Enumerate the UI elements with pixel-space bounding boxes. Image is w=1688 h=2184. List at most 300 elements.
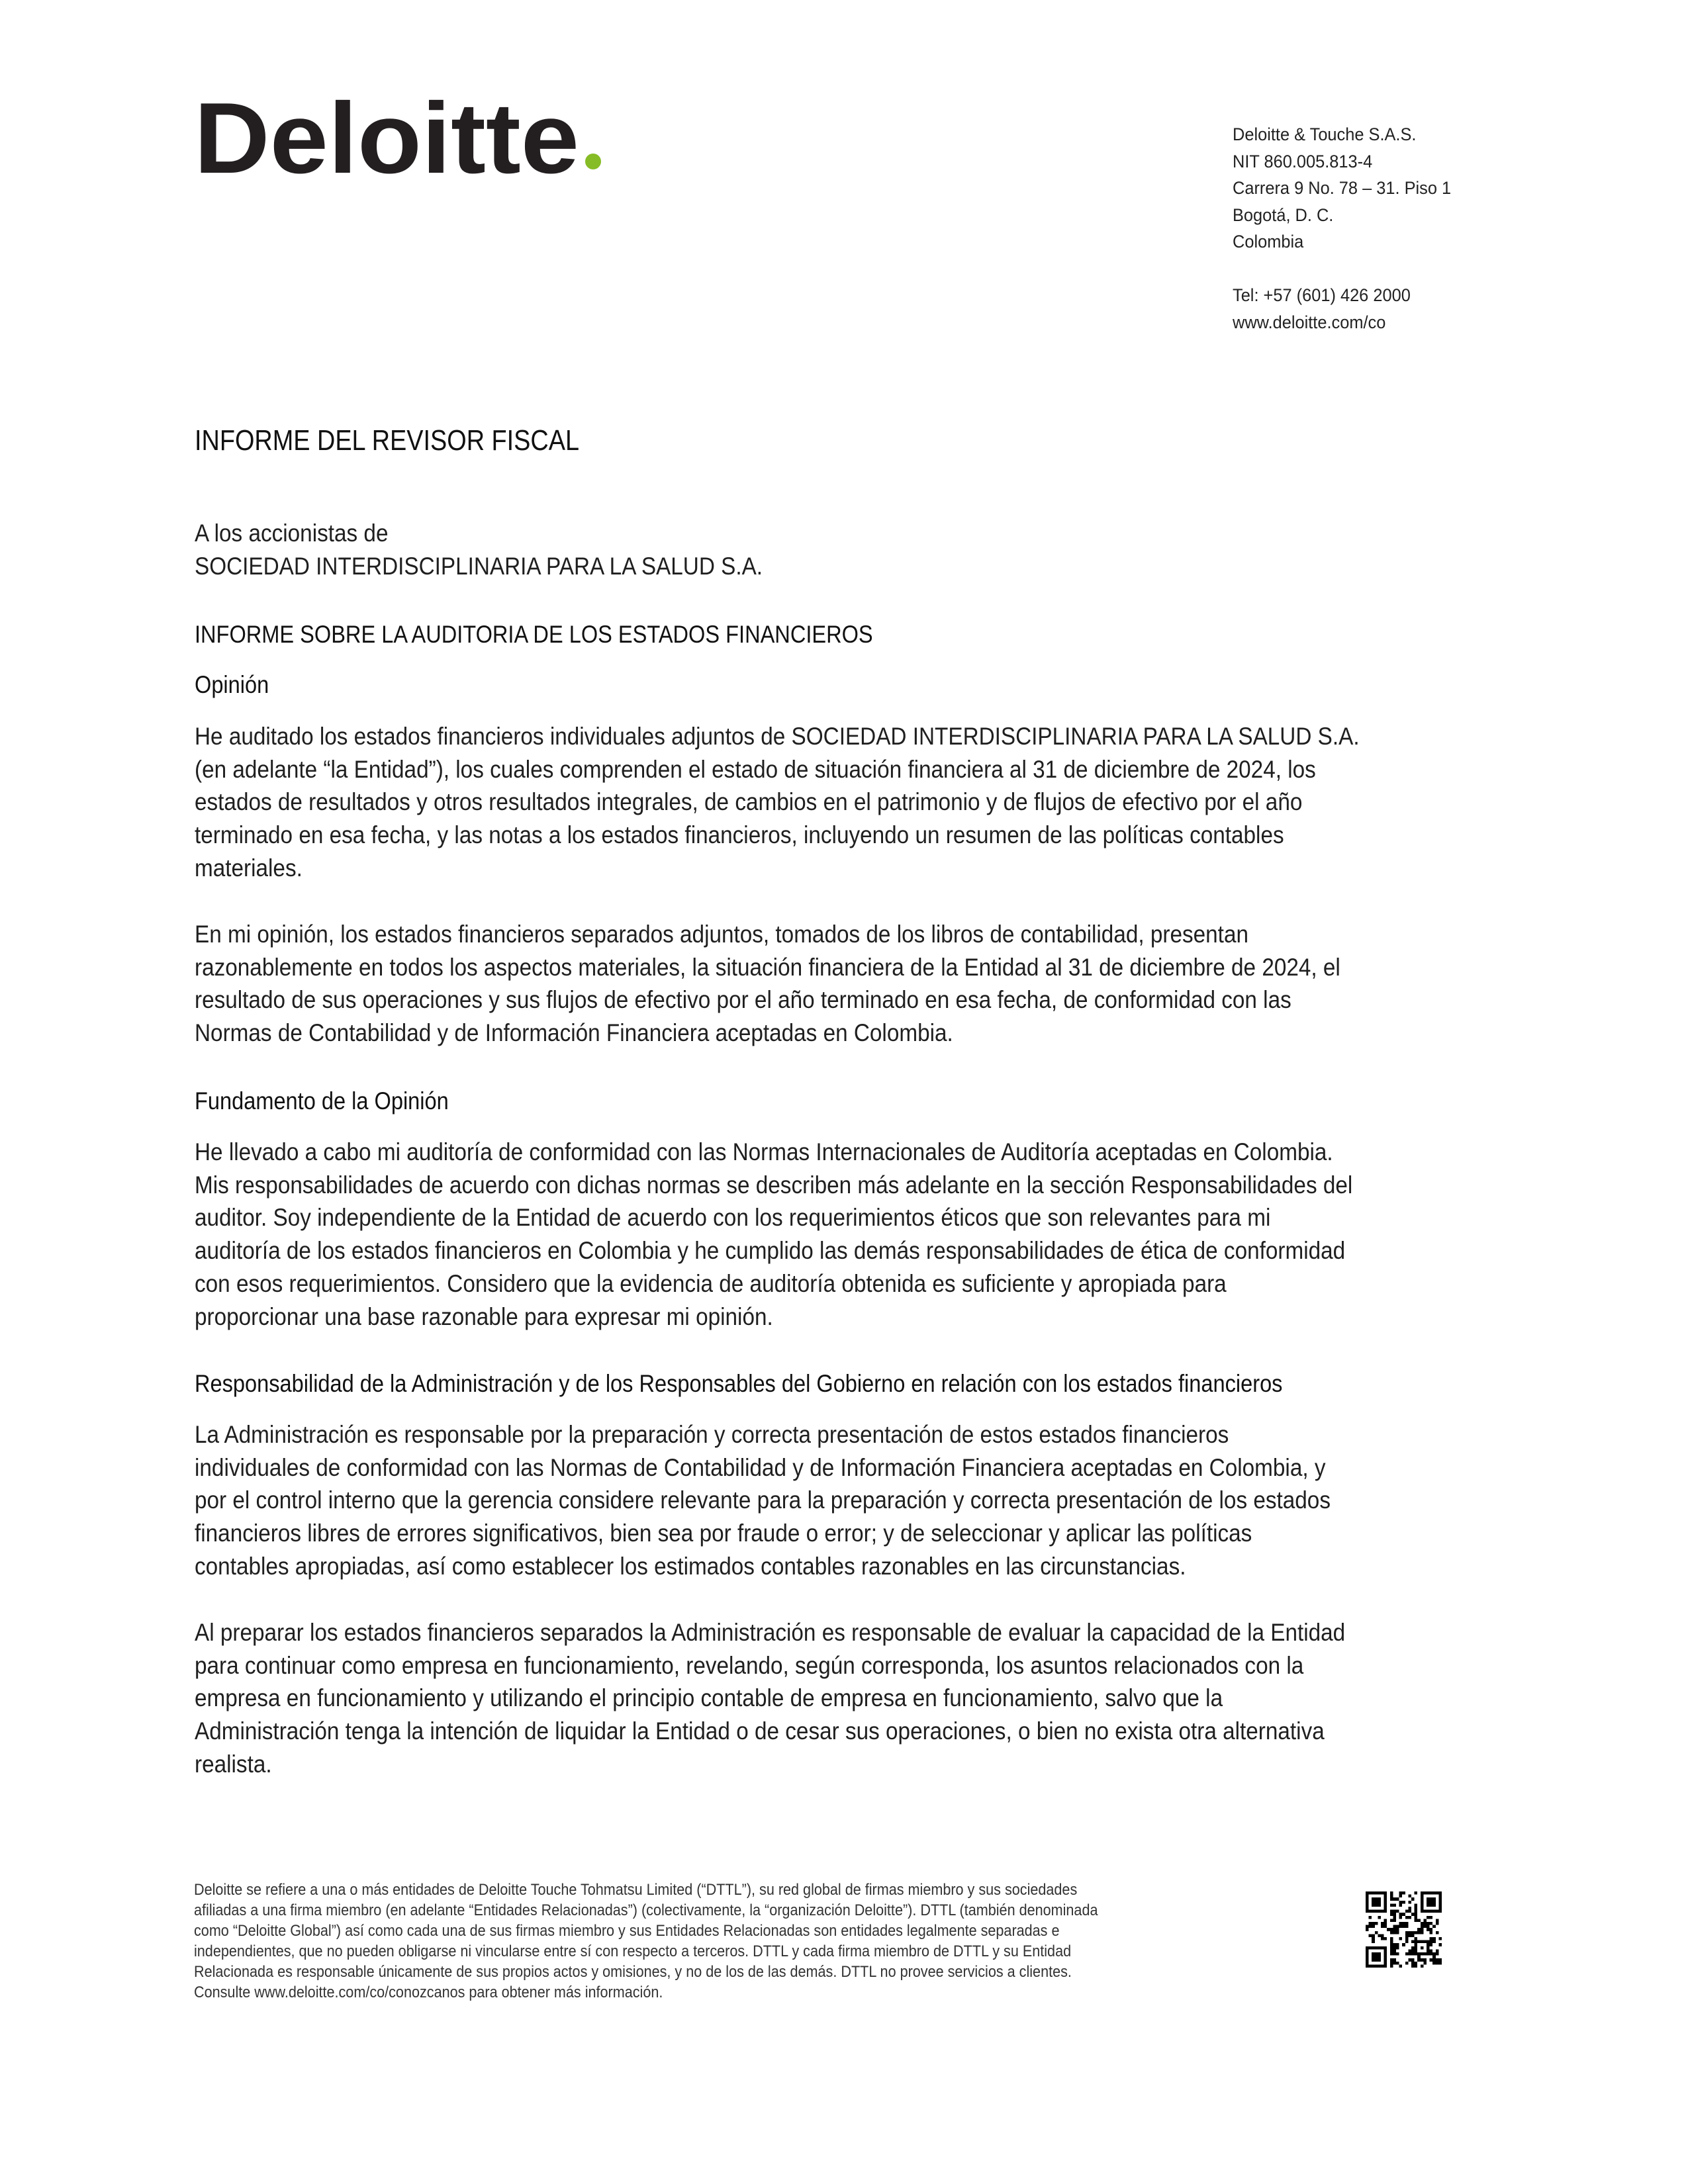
qr-module <box>1438 1903 1442 1907</box>
qr-module <box>1411 1949 1415 1952</box>
qr-module <box>1372 1956 1375 1959</box>
paragraph-line: individuales de conformidad con las Normas de Contabilidad y de Información Financiera aceptadas en Colombia, y <box>195 1453 1326 1481</box>
qr-module <box>1432 1891 1436 1895</box>
qr-module <box>1421 1958 1424 1962</box>
qr-module <box>1417 1956 1421 1959</box>
paragraph-line: estados de resultados y otros resultados integrales, de cambios en el patrimonio y de flujos de efectivo por el año <box>195 788 1303 816</box>
qr-module <box>1393 1897 1396 1901</box>
address-line: Bogotá, D. C. <box>1233 205 1334 225</box>
qr-module <box>1402 1891 1405 1895</box>
qr-module <box>1378 1910 1381 1913</box>
qr-module <box>1438 1907 1442 1910</box>
subheading-management-responsibility: Responsabilidad de la Administración y de los Responsables del Gobierno en relación con los estados financieros <box>195 1370 1283 1397</box>
qr-module <box>1396 1946 1399 1950</box>
paragraph-line: Mis responsabilidades de acuerdo con dichas normas se describen más adelante en la sección Responsabilidades del <box>195 1171 1353 1199</box>
qr-module <box>1411 1952 1415 1956</box>
qr-module <box>1384 1897 1387 1901</box>
qr-module <box>1427 1922 1430 1925</box>
qr-module <box>1415 1937 1418 1940</box>
paragraph-line: auditor. Soy independiente de la Entidad de acuerdo con los requerimientos éticos que son relevantes para mi <box>195 1204 1271 1232</box>
qr-module <box>1405 1910 1409 1913</box>
qr-module <box>1430 1891 1433 1895</box>
paragraph-line: proporcionar una base razonable para expresar mi opinión. <box>195 1302 773 1330</box>
qr-module <box>1378 1956 1381 1959</box>
qr-module <box>1369 1934 1372 1937</box>
qr-module <box>1436 1919 1439 1922</box>
qr-module <box>1411 1897 1415 1901</box>
qr-module <box>1436 1949 1439 1952</box>
qr-module <box>1436 1958 1439 1962</box>
qr-module <box>1390 1931 1393 1934</box>
qr-module <box>1421 1940 1424 1944</box>
paragraph-line: auditoría de los estados financieros en Colombia y he cumplido las demás responsabilidades de ética de conformidad <box>195 1237 1346 1265</box>
qr-module <box>1399 1895 1403 1898</box>
qr-module <box>1427 1952 1430 1956</box>
qr-module <box>1432 1958 1436 1962</box>
qr-module <box>1411 1958 1415 1962</box>
logo-wordmark: Deloitte <box>194 97 579 179</box>
qr-module <box>1378 1903 1381 1907</box>
qr-module <box>1375 1946 1378 1950</box>
paragraph <box>195 1418 1457 1583</box>
disclaimer-line: como “Deloitte Global”) así como cada una de sus firmas miembro y sus Entidades Relacionadas son entidades legalmente separadas e <box>194 1922 1060 1940</box>
qr-module <box>1399 1922 1403 1925</box>
qr-module <box>1399 1916 1403 1919</box>
qr-module <box>1375 1922 1378 1925</box>
phone-number: Tel: +57 (601) 426 2000 <box>1233 285 1411 305</box>
qr-module <box>1405 1931 1409 1934</box>
qr-module <box>1411 1940 1415 1944</box>
qr-module <box>1415 1907 1418 1910</box>
qr-module <box>1411 1964 1415 1968</box>
paragraph-line: materiales. <box>195 854 303 882</box>
qr-module <box>1393 1962 1396 1965</box>
qr-module <box>1430 1901 1433 1904</box>
qr-module <box>1372 1922 1375 1925</box>
qr-module <box>1423 1962 1427 1965</box>
qr-module <box>1378 1958 1381 1962</box>
qr-module <box>1390 1962 1393 1965</box>
qr-module <box>1427 1946 1430 1950</box>
qr-module <box>1390 1891 1393 1895</box>
qr-module <box>1438 1937 1442 1940</box>
qr-module <box>1384 1910 1387 1913</box>
qr-module <box>1384 1895 1387 1898</box>
qr-module <box>1415 1891 1418 1895</box>
qr-module <box>1375 1891 1378 1895</box>
qr-module <box>1415 1910 1418 1913</box>
qr-module <box>1411 1913 1415 1916</box>
disclaimer-line[interactable]: Consulte www.deloitte.com/co/conozcanos para obtener más información. <box>194 1983 663 2001</box>
qr-module <box>1366 1901 1369 1904</box>
qr-module <box>1402 1913 1405 1916</box>
qr-module <box>1381 1934 1384 1937</box>
qr-module <box>1393 1925 1396 1929</box>
paragraph-line: He llevado a cabo mi auditoría de conformidad con las Normas Internacionales de Auditoría aceptadas en Colombia. <box>195 1138 1333 1165</box>
qr-module <box>1366 1956 1369 1959</box>
office-address <box>1233 121 1465 336</box>
qr-module <box>1372 1937 1375 1940</box>
qr-module <box>1390 1895 1393 1898</box>
qr-module <box>1375 1897 1378 1901</box>
paragraph-line: He auditado los estados financieros individuales adjuntos de SOCIEDAD INTERDISCIPLINARIA PARA LA SALUD S.A. <box>195 723 1360 750</box>
qr-module <box>1415 1903 1418 1907</box>
qr-module <box>1369 1964 1372 1968</box>
qr-module <box>1411 1962 1415 1965</box>
qr-module <box>1381 1925 1384 1929</box>
qr-module <box>1408 1952 1411 1956</box>
qr-module <box>1415 1916 1418 1919</box>
qr-module <box>1390 1919 1393 1922</box>
qr-module <box>1411 1946 1415 1950</box>
address-line: NIT 860.005.813-4 <box>1233 151 1373 171</box>
qr-module <box>1366 1907 1369 1910</box>
page-title: INFORME DEL REVISOR FISCAL <box>195 424 580 457</box>
qr-module <box>1415 1943 1418 1946</box>
qr-module <box>1432 1925 1436 1929</box>
qr-module <box>1417 1958 1421 1962</box>
qr-module <box>1417 1928 1421 1931</box>
qr-module <box>1432 1937 1436 1940</box>
qr-module <box>1402 1925 1405 1929</box>
qr-module <box>1399 1937 1403 1940</box>
logo-green-dot <box>585 154 601 169</box>
address-line: Deloitte & Touche S.A.S. <box>1233 124 1417 144</box>
qr-module <box>1369 1916 1372 1919</box>
qr-module <box>1427 1910 1430 1913</box>
qr-module <box>1372 1901 1375 1904</box>
qr-module <box>1415 1913 1418 1916</box>
qr-module <box>1415 1940 1418 1944</box>
qr-module <box>1384 1922 1387 1925</box>
qr-module <box>1375 1931 1378 1934</box>
qr-module <box>1405 1952 1409 1956</box>
qr-module <box>1384 1919 1387 1922</box>
qr-module <box>1430 1916 1433 1919</box>
address-line: Colombia <box>1233 232 1304 251</box>
qr-module <box>1432 1952 1436 1956</box>
qr-module <box>1390 1937 1393 1940</box>
qr-module <box>1384 1891 1387 1895</box>
qr-module <box>1366 1910 1369 1913</box>
paragraph-line: terminado en esa fecha, y las notas a los estados financieros, incluyendo un resumen de las políticas contables <box>195 821 1284 849</box>
qr-module <box>1384 1949 1387 1952</box>
qr-module <box>1387 1928 1390 1931</box>
qr-module <box>1375 1910 1378 1913</box>
qr-module <box>1417 1931 1421 1934</box>
qr-module <box>1421 1895 1424 1898</box>
qr-module <box>1402 1901 1405 1904</box>
qr-module <box>1384 1952 1387 1956</box>
qr-module <box>1366 1964 1369 1968</box>
qr-module <box>1393 1943 1396 1946</box>
qr-module <box>1390 1928 1393 1931</box>
addressee <box>195 517 825 582</box>
qr-module <box>1417 1940 1421 1944</box>
qr-module <box>1421 1903 1424 1907</box>
paragraph-line: (en adelante “la Entidad”), los cuales comprenden el estado de situación financiera al 31 de diciembre de 2024, los <box>195 755 1316 783</box>
qr-module <box>1375 1901 1378 1904</box>
qr-module <box>1390 1964 1393 1968</box>
qr-module <box>1432 1940 1436 1944</box>
qr-module <box>1405 1925 1409 1929</box>
qr-module <box>1421 1952 1424 1956</box>
qr-module <box>1369 1946 1372 1950</box>
qr-module <box>1405 1916 1409 1919</box>
qr-module <box>1396 1910 1399 1913</box>
qr-module <box>1384 1956 1387 1959</box>
qr-module <box>1384 1901 1387 1904</box>
qr-module <box>1393 1903 1396 1907</box>
paragraph-line: La Administración es responsable por la preparación y correcta presentación de estos estados financieros <box>195 1421 1229 1448</box>
qr-module <box>1417 1919 1421 1922</box>
qr-module <box>1411 1934 1415 1937</box>
qr-module <box>1390 1958 1393 1962</box>
qr-module <box>1378 1916 1381 1919</box>
qr-module <box>1430 1903 1433 1907</box>
qr-module <box>1405 1940 1409 1944</box>
qr-module <box>1366 1903 1369 1907</box>
qr-module <box>1366 1897 1369 1901</box>
qr-module <box>1423 1940 1427 1944</box>
qr-module <box>1438 1897 1442 1901</box>
qr-module <box>1421 1964 1424 1968</box>
qr-module <box>1408 1907 1411 1910</box>
qr-module <box>1375 1952 1378 1956</box>
qr-module <box>1396 1897 1399 1901</box>
qr-module <box>1415 1919 1418 1922</box>
deloitte-logo-graphic <box>194 97 608 179</box>
qr-module <box>1390 1952 1393 1956</box>
qr-module <box>1408 1958 1411 1962</box>
qr-module <box>1415 1962 1418 1965</box>
qr-module <box>1421 1901 1424 1904</box>
qr-module <box>1421 1897 1424 1901</box>
qr-module <box>1427 1901 1430 1904</box>
qr-module <box>1436 1952 1439 1956</box>
qr-module <box>1438 1943 1442 1946</box>
qr-module <box>1432 1903 1436 1907</box>
addressee-line: A los accionistas de <box>195 520 389 547</box>
qr-module <box>1372 1925 1375 1929</box>
qr-module <box>1399 1925 1403 1929</box>
qr-module <box>1427 1903 1430 1907</box>
paragraph-line: Administración tenga la intención de liquidar la Entidad o de cesar sus operaciones, o bien no exista otra alternativa <box>195 1717 1325 1745</box>
paragraph-line: Normas de Contabilidad y de Información Financiera aceptadas en Colombia. <box>195 1019 953 1047</box>
qr-module <box>1408 1895 1411 1898</box>
paragraph-line: razonablemente en todos los aspectos materiales, la situación financiera de la Entidad al 31 de diciembre de 2024, el <box>195 953 1340 981</box>
qr-module <box>1372 1946 1375 1950</box>
paragraph-line: Al preparar los estados financieros separados la Administración es responsable de evaluar la capacidad de la Entidad <box>195 1619 1346 1646</box>
qr-module <box>1396 1943 1399 1946</box>
qr-module <box>1381 1937 1384 1940</box>
qr-module <box>1436 1910 1439 1913</box>
qr-module <box>1438 1891 1442 1895</box>
qr-module <box>1408 1949 1411 1952</box>
qr-module <box>1408 1916 1411 1919</box>
qr-module <box>1421 1910 1424 1913</box>
qr-module <box>1393 1952 1396 1956</box>
qr-module <box>1381 1946 1384 1950</box>
qr-module <box>1423 1919 1427 1922</box>
qr-module <box>1372 1934 1375 1937</box>
qr-module <box>1430 1897 1433 1901</box>
qr-module <box>1423 1922 1427 1925</box>
qr-module <box>1427 1897 1430 1901</box>
qr-module <box>1366 1958 1369 1962</box>
qr-module <box>1390 1940 1393 1944</box>
qr-module <box>1393 1910 1396 1913</box>
qr-module <box>1430 1943 1433 1946</box>
qr-module <box>1402 1922 1405 1925</box>
paragraph-line: para continuar como empresa en funcionamiento, revelando, según corresponda, los asuntos relacionados con la <box>195 1651 1304 1679</box>
qr-module <box>1405 1922 1409 1925</box>
qr-module <box>1396 1925 1399 1929</box>
paragraph-line: por el control interno que la gerencia considere relevante para la preparación y correcta presentación de los estados <box>195 1486 1331 1514</box>
qr-module <box>1430 1940 1433 1944</box>
qr-module <box>1369 1910 1372 1913</box>
qr-module <box>1372 1958 1375 1962</box>
qr-module <box>1366 1928 1369 1931</box>
qr-module <box>1415 1931 1418 1934</box>
qr-module <box>1378 1934 1381 1937</box>
qr-module <box>1436 1922 1439 1925</box>
qr-module <box>1438 1962 1442 1965</box>
qr-module <box>1430 1922 1433 1925</box>
qr-module <box>1390 1913 1393 1916</box>
qr-module <box>1427 1949 1430 1952</box>
qr-module <box>1399 1891 1403 1895</box>
qr-module <box>1375 1903 1378 1907</box>
qr-module <box>1421 1891 1424 1895</box>
qr-module <box>1366 1925 1369 1929</box>
qr-module <box>1408 1934 1411 1937</box>
qr-module <box>1378 1946 1381 1950</box>
qr-module <box>1423 1952 1427 1956</box>
qr-module <box>1427 1943 1430 1946</box>
qr-module <box>1381 1964 1384 1968</box>
qr-module <box>1438 1910 1442 1913</box>
qr-module <box>1427 1891 1430 1895</box>
qr-module <box>1411 1931 1415 1934</box>
paragraph <box>195 720 1489 885</box>
qr-module <box>1393 1949 1396 1952</box>
qr-module <box>1393 1913 1396 1916</box>
qr-module <box>1372 1903 1375 1907</box>
qr-module <box>1438 1895 1442 1898</box>
qr-module <box>1381 1922 1384 1925</box>
qr-code-icon[interactable] <box>1366 1891 1442 1968</box>
qr-module <box>1430 1958 1433 1962</box>
qr-module <box>1366 1962 1369 1965</box>
qr-module <box>1427 1940 1430 1944</box>
qr-module <box>1396 1952 1399 1956</box>
qr-module <box>1399 1913 1403 1916</box>
qr-module <box>1378 1891 1381 1895</box>
qr-module <box>1408 1931 1411 1934</box>
qr-module <box>1396 1928 1399 1931</box>
qr-module <box>1399 1903 1403 1907</box>
qr-module <box>1415 1952 1418 1956</box>
qr-module <box>1430 1931 1433 1934</box>
qr-module <box>1415 1964 1418 1968</box>
qr-module <box>1405 1937 1409 1940</box>
qr-module <box>1393 1928 1396 1931</box>
qr-code-graphic <box>1366 1891 1442 1968</box>
qr-module <box>1366 1949 1369 1952</box>
qr-module <box>1384 1964 1387 1968</box>
qr-module <box>1423 1925 1427 1929</box>
website-link[interactable]: www.deloitte.com/co <box>1233 312 1386 332</box>
qr-module <box>1378 1964 1381 1968</box>
qr-module <box>1396 1931 1399 1934</box>
qr-module <box>1399 1964 1403 1968</box>
qr-module <box>1393 1916 1396 1919</box>
qr-module <box>1408 1910 1411 1913</box>
qr-module <box>1421 1946 1424 1950</box>
qr-module <box>1381 1891 1384 1895</box>
paragraph-line: con esos requerimientos. Considero que la evidencia de auditoría obtenida es suficiente y apropiada para <box>195 1269 1227 1297</box>
section-heading: INFORME SOBRE LA AUDITORIA DE LOS ESTADOS FINANCIEROS <box>195 621 873 648</box>
qr-module <box>1438 1901 1442 1904</box>
qr-module <box>1421 1928 1424 1931</box>
paragraph-line: contables apropiadas, así como establecer los estimados contables razonables en las circunstancias. <box>195 1552 1186 1580</box>
qr-module <box>1381 1910 1384 1913</box>
disclaimer-line: Deloitte se refiere a una o más entidades de Deloitte Touche Tohmatsu Limited (“DTTL”), su red global de firmas miembro y sus sociedades <box>194 1881 1078 1899</box>
qr-module <box>1369 1922 1372 1925</box>
qr-module <box>1430 1937 1433 1940</box>
disclaimer-line: Relacionada es responsable únicamente de sus propios actos y omisiones, y no de los de las demás. DTTL no provee servicios a clientes. <box>194 1963 1072 1981</box>
qr-module <box>1438 1958 1442 1962</box>
qr-module <box>1366 1891 1369 1895</box>
qr-module <box>1427 1928 1430 1931</box>
paragraph <box>195 1616 1473 1781</box>
qr-module <box>1432 1901 1436 1904</box>
qr-module <box>1432 1897 1436 1901</box>
deloitte-logo <box>194 97 608 183</box>
qr-module <box>1421 1922 1424 1925</box>
qr-module <box>1430 1952 1433 1956</box>
qr-module <box>1366 1952 1369 1956</box>
qr-module <box>1372 1910 1375 1913</box>
qr-module <box>1372 1952 1375 1956</box>
qr-module <box>1430 1910 1433 1913</box>
disclaimer-line: afiliadas a una firma miembro (en adelante “Entidades Relacionadas”) (colectivamente, la “organización Deloitte”). DTTL (también denominada <box>194 1901 1098 1919</box>
qr-module <box>1372 1891 1375 1895</box>
qr-module <box>1390 1946 1393 1950</box>
qr-module <box>1436 1962 1439 1965</box>
paragraph <box>195 1136 1481 1333</box>
qr-module <box>1423 1910 1427 1913</box>
qr-module <box>1369 1891 1372 1895</box>
qr-module <box>1372 1897 1375 1901</box>
qr-module <box>1421 1907 1424 1910</box>
qr-module <box>1375 1958 1378 1962</box>
qr-module <box>1415 1946 1418 1950</box>
qr-module <box>1378 1897 1381 1901</box>
qr-module <box>1375 1964 1378 1968</box>
qr-module <box>1366 1895 1369 1898</box>
qr-module <box>1390 1910 1393 1913</box>
qr-module <box>1372 1940 1375 1944</box>
qr-module <box>1417 1952 1421 1956</box>
qr-module <box>1384 1946 1387 1950</box>
qr-module <box>1390 1949 1393 1952</box>
qr-module <box>1390 1903 1393 1907</box>
qr-module <box>1405 1962 1409 1965</box>
address-line: Carrera 9 No. 78 – 31. Piso 1 <box>1233 178 1452 198</box>
qr-module <box>1384 1962 1387 1965</box>
